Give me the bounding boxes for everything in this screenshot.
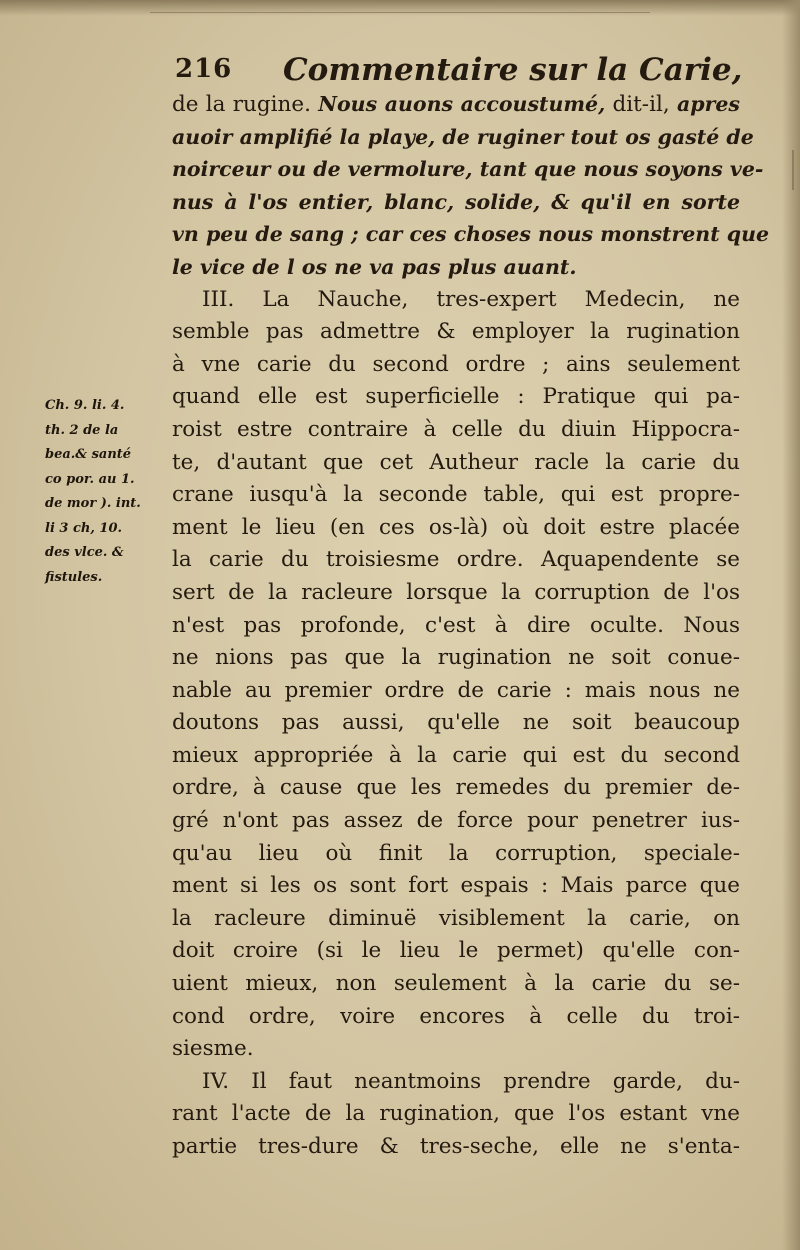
text-line: ne nions pas que la rugination ne soit conue- bbox=[172, 645, 740, 671]
text-line: III. La Nauche, tres-expert Medecin, ne bbox=[202, 286, 740, 312]
text-line: n'est pas profonde, c'est à dire oculte. Nous bbox=[172, 612, 740, 638]
text-line: noirceur ou de vermolure, tant que nous soyons ve- bbox=[172, 157, 764, 182]
text-line: IV. Il faut neantmoins prendre garde, du- bbox=[202, 1068, 740, 1094]
text-line: mieux appropriée à la carie qui est du second bbox=[172, 742, 740, 768]
text-line: rant l'acte de la rugination, que l'os estant vne bbox=[172, 1101, 740, 1127]
text-line: quand elle est superficielle : Pratique qui pa- bbox=[172, 384, 740, 410]
text-line: semble pas admettre & employer la rugination bbox=[172, 319, 740, 345]
text-italic: apres bbox=[676, 92, 740, 116]
text-line: ment si les os sont fort espais : Mais parce que bbox=[172, 873, 740, 899]
margin-note-line: Ch. 9. li. 4. bbox=[45, 398, 125, 413]
text-line: ordre, à cause que les remedes du premier de- bbox=[172, 775, 740, 801]
bleed-mark bbox=[792, 150, 794, 190]
text-line: crane iusqu'à la seconde table, qui est propre- bbox=[172, 482, 740, 508]
text-line: sert de la racleure lorsque la corruption de l'os bbox=[172, 579, 740, 605]
margin-note-line: de mor ). int. bbox=[45, 496, 141, 511]
text-line: partie tres-dure & tres-seche, elle ne s'enta- bbox=[172, 1134, 740, 1159]
margin-note bbox=[45, 394, 175, 590]
text-roman: dit-il, bbox=[605, 92, 677, 117]
text-line: à vne carie du second ordre ; ains seulement bbox=[172, 351, 740, 377]
text-line bbox=[172, 88, 740, 121]
page-title: Commentaire sur la Carie, bbox=[283, 52, 743, 88]
text-line: doutons pas aussi, qu'elle ne soit beaucoup bbox=[172, 710, 740, 736]
text-line: roist estre contraire à celle du diuin Hippocra- bbox=[172, 416, 740, 442]
text-line: gré n'ont pas assez de force pour penetrer ius- bbox=[172, 808, 740, 834]
text-line: te, d'autant que cet Autheur racle la carie du bbox=[172, 449, 740, 475]
text-roman: de la rugine. bbox=[172, 92, 319, 117]
text-italic: Nous auons accoustumé, bbox=[318, 92, 606, 116]
text-line: nable au premier ordre de carie : mais nous ne bbox=[172, 677, 740, 703]
margin-note-line: des vlce. & bbox=[45, 545, 124, 560]
page-right-shadow bbox=[782, 0, 800, 1250]
margin-note-line: th. 2 de la bbox=[45, 422, 119, 438]
top-rule bbox=[150, 12, 650, 13]
text-line: siesme. bbox=[172, 1036, 254, 1062]
text-line: doit croire (si le lieu le permet) qu'elle con- bbox=[172, 938, 740, 964]
text-line: uient mieux, non seulement à la carie du se- bbox=[172, 971, 740, 997]
text-line: la carie du troisiesme ordre. Aquapendente se bbox=[172, 547, 740, 573]
page-number: 216 bbox=[175, 54, 233, 84]
text-line: nus à l'os entier, blanc, solide, & qu'il en sorte bbox=[172, 189, 740, 214]
text-line: ment le lieu (en ces os-là) où doit estre placée bbox=[172, 514, 740, 540]
text-line: cond ordre, voire encores à celle du troi- bbox=[172, 1003, 740, 1029]
margin-note-line: li 3 ch, 10. bbox=[45, 520, 123, 536]
text-line: auoir amplifié la playe, de ruginer tout os gasté de bbox=[172, 124, 754, 149]
margin-note-line: fistules. bbox=[45, 569, 103, 585]
text-line: la racleure diminuë visiblement la carie, on bbox=[172, 905, 740, 931]
body-text bbox=[172, 88, 770, 1164]
text-line: qu'au lieu où finit la corruption, speciale- bbox=[172, 840, 740, 866]
margin-note-line: co por. au 1. bbox=[45, 471, 135, 487]
page-top-shadow bbox=[0, 0, 800, 16]
text-line: vn peu de sang ; car ces choses nous monstrent que bbox=[172, 222, 770, 247]
text-line: le vice de l os ne va pas plus auant. bbox=[172, 254, 577, 279]
margin-note-line: bea.& santé bbox=[45, 447, 132, 462]
